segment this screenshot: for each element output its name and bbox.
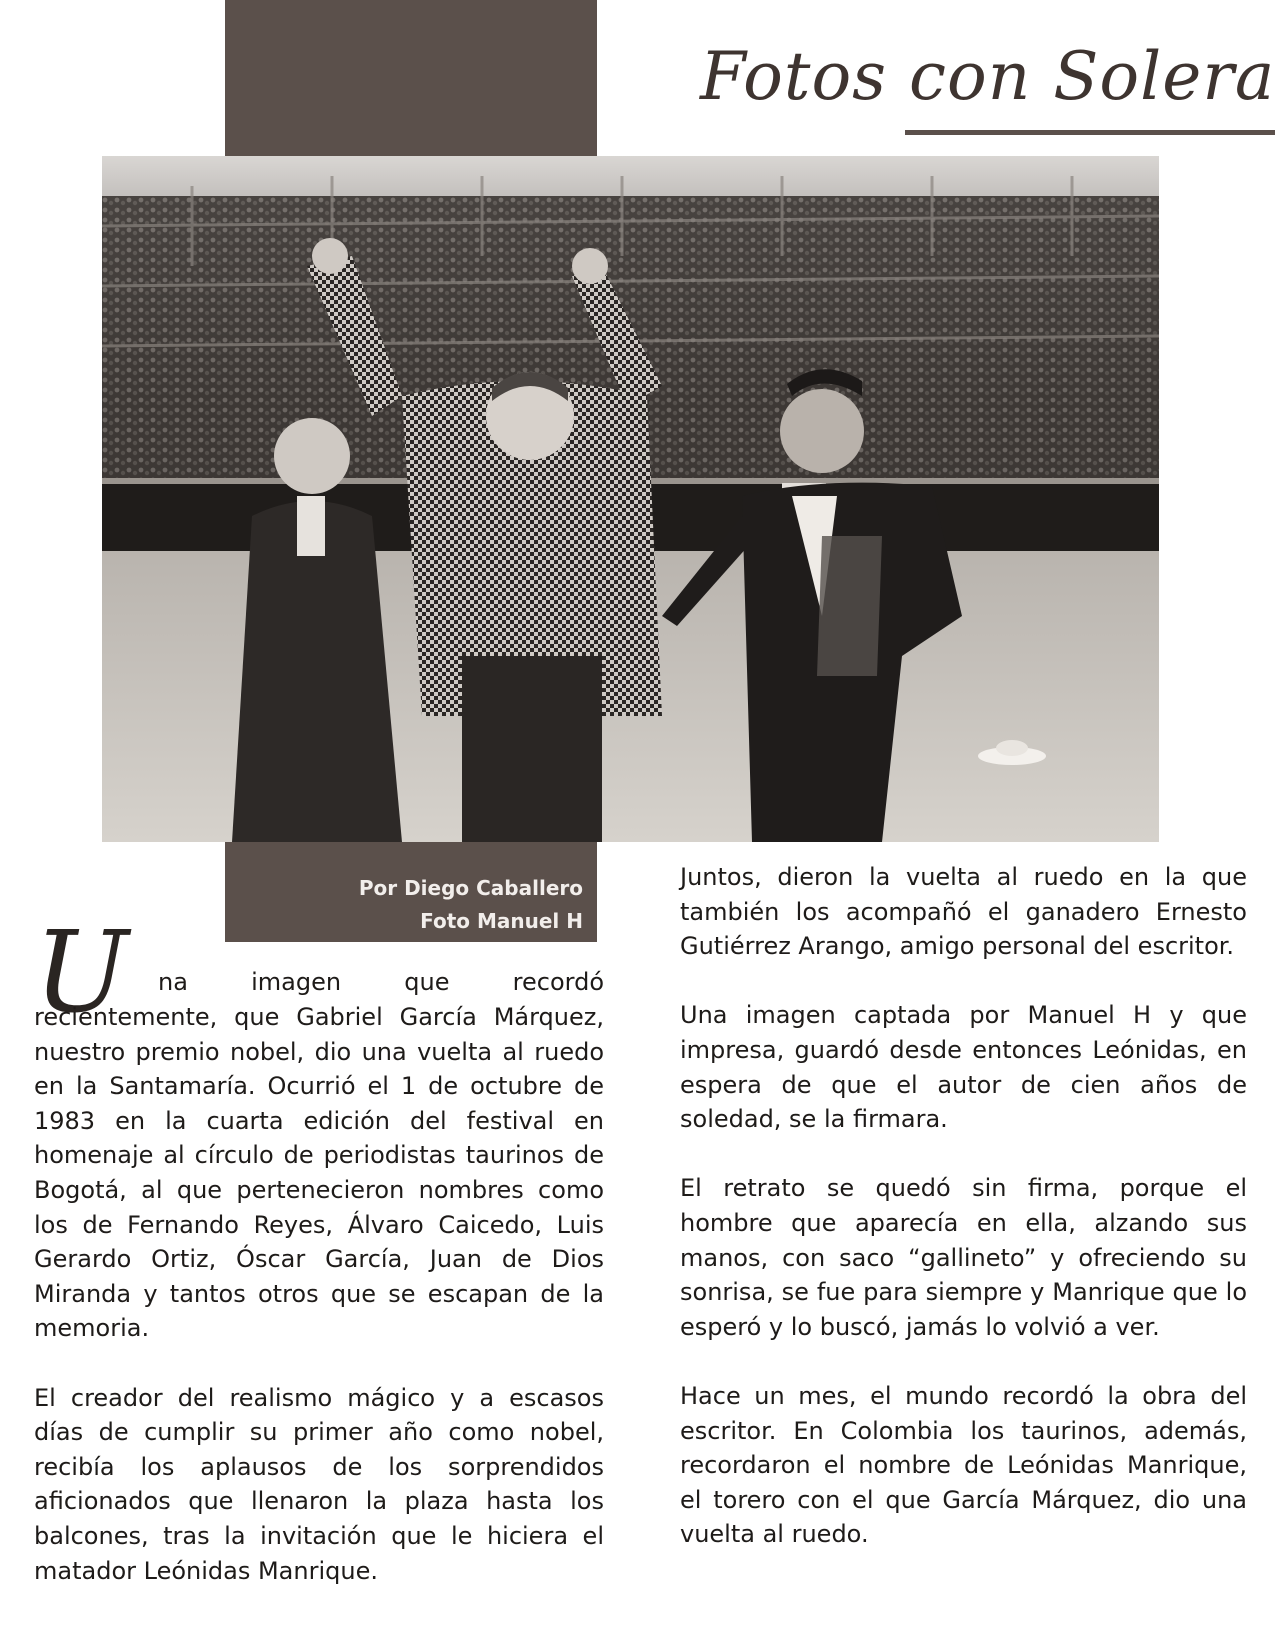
article-photo — [102, 156, 1159, 842]
paragraph: na imagen que recordó recientemente, que Gabriel García Márquez, nuestro premio nobel, dio una vuelta al ruedo en la Santamaría. Ocurrió el 1 de octubre de 1983 en la cuarta edición del festival en homenaje al círculo de periodistas taurinos de Bogotá, al que pertenecieron nombres como los de Fernando Reyes, Álvaro Caicedo, Luis Gerardo Ortiz, Óscar García, Juan de Dios Miranda y tantos otros que se escapan de la memoria. — [34, 968, 604, 1343]
paragraph: Una imagen captada por Manuel H y que impresa, guardó desde entonces Leónidas, en espera de que el autor de cien años de soledad, se la firmara. — [680, 1001, 1247, 1134]
page-title: Fotos con Solera — [700, 38, 1275, 115]
paragraph: Juntos, dieron la vuelta al ruedo en la que también los acompañó el ganadero Ernesto Gutiérrez Arango, amigo personal del escritor. — [680, 863, 1247, 961]
paragraph: Hace un mes, el mundo recordó la obra del escritor. En Colombia los taurinos, además, recordaron el nombre de Leónidas Manrique, el torero con el que García Márquez, dio una vuelta al ruedo. — [680, 1381, 1247, 1549]
author-credit: Por Diego Caballero — [358, 876, 583, 900]
credit-box — [225, 842, 597, 942]
paragraph: El retrato se quedó sin firma, porque el hombre que aparecía en ella, alzando sus manos, con saco “gallineto” y ofreciendo su sonrisa, se fue para siempre y Manrique que lo esperó y lo buscó, jamás lo volvió a ver. — [680, 1174, 1247, 1341]
article-column-right — [680, 860, 1247, 1586]
header-band — [225, 0, 597, 156]
article-column-left — [34, 968, 604, 1623]
paragraph: El creador del realismo mágico y a escasos días de cumplir su primer año como nobel, recibía los aplausos de los sorprendidos aficionados que llenaron la plaza hasta los balcones, tras la invitación que le hiciera el matador Leónidas Manrique. — [34, 1383, 604, 1585]
drop-cap: U — [34, 908, 129, 1038]
title-underline — [905, 130, 1275, 135]
photo-credit: Foto Manuel H — [420, 909, 583, 933]
bullring-photo-icon — [102, 156, 1159, 842]
